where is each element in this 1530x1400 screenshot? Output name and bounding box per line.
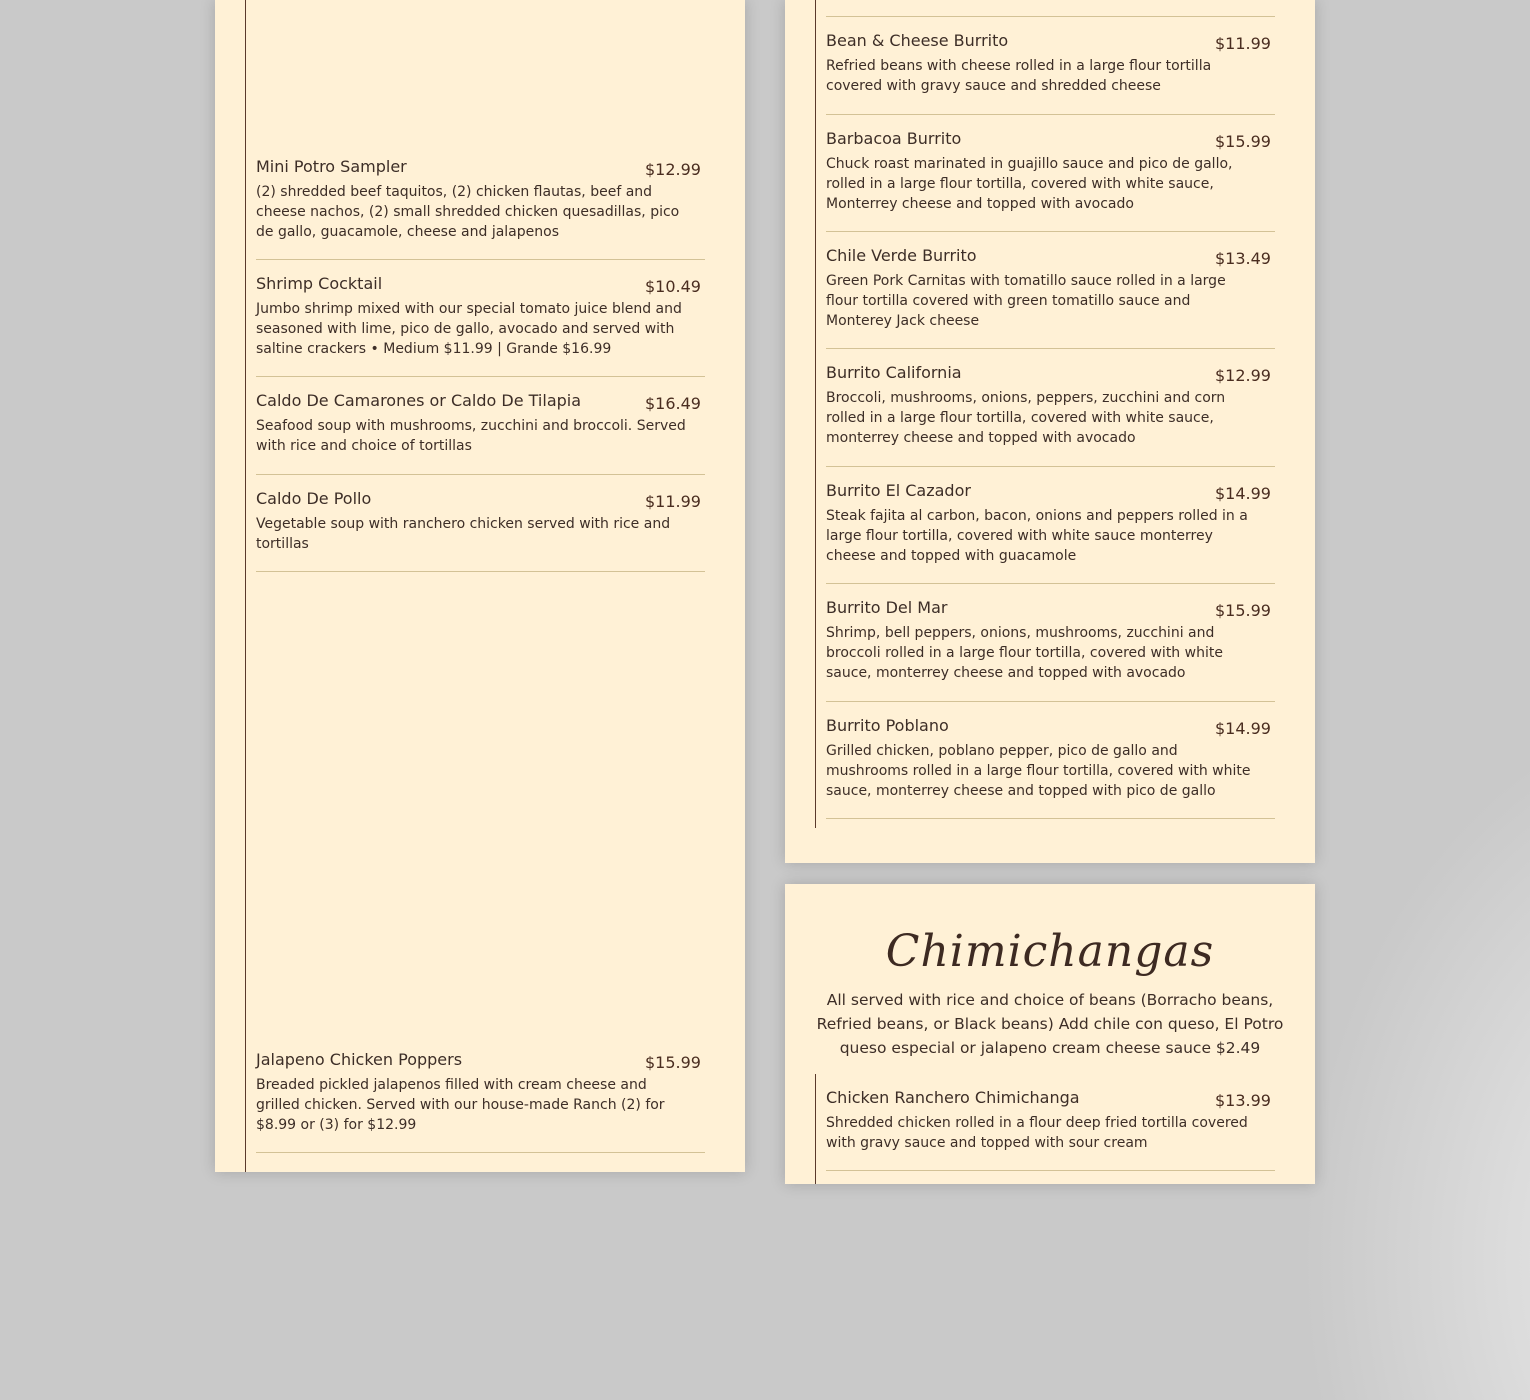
menu-item-name: Burrito California: [826, 363, 962, 382]
menu-item-price: $13.99: [1215, 1091, 1271, 1110]
menu-item-description: Refried beans with cheese rolled in a large flour tortilla covered with gravy sauce and shredded cheese: [826, 58, 1212, 94]
burritos-panel: [785, 0, 1315, 863]
item-divider: [256, 474, 705, 475]
item-divider: [826, 818, 1275, 819]
menu-item-name: Chicken Ranchero Chimichanga: [826, 1088, 1080, 1107]
menu-accent-line: [245, 0, 246, 1172]
menu-item-name: Burrito El Cazador: [826, 481, 971, 500]
menu-item-price: $10.49: [645, 277, 701, 296]
menu-item-description: Chuck roast marinated in guajillo sauce and pico de gallo, rolled in a large flour tortilla, covered with white sauce, Monterrey cheese and topped with avocado: [826, 156, 1233, 212]
menu-item-name: Burrito Poblano: [826, 716, 949, 735]
menu-item-price: $13.49: [1215, 249, 1271, 268]
menu-item-name: Mini Potro Sampler: [256, 157, 407, 176]
item-divider: [826, 583, 1275, 584]
item-divider: [256, 1152, 705, 1153]
menu-item-description: Jumbo shrimp mixed with our special tomato juice blend and seasoned with lime, pico de gallo, avocado and served with saltine crackers • Medium $11.99 | Grande $16.99: [256, 301, 682, 357]
menu-item-price: $12.99: [1215, 366, 1271, 385]
item-divider: [826, 348, 1275, 349]
menu-item-price: $11.99: [645, 492, 701, 511]
menu-item-description: Grilled chicken, poblano pepper, pico de gallo and mushrooms rolled in a large flour tortilla, covered with white sauce, monterrey cheese and topped with pico de gallo: [826, 743, 1251, 799]
item-divider: [826, 701, 1275, 702]
menu-item-description: Steak fajita al carbon, bacon, onions and peppers rolled in a large flour tortilla, covered with white sauce monterrey cheese and topped with guacamole: [826, 508, 1248, 564]
menu-accent-line: [815, 0, 816, 828]
menu-item-description: Green Pork Carnitas with tomatillo sauce rolled in a large flour tortilla covered with green tomatillo sauce and Monterey Jack cheese: [826, 273, 1226, 329]
menu-item-description: (2) shredded beef taquitos, (2) chicken flautas, beef and cheese nachos, (2) small shredded chicken quesadillas, pico de gallo, guacamole, cheese and jalapenos: [256, 184, 680, 240]
item-divider: [256, 259, 705, 260]
appetizers-panel: [215, 0, 745, 1172]
item-divider: [826, 114, 1275, 115]
menu-item-description: Shrimp, bell peppers, onions, mushrooms, zucchini and broccoli rolled in a large flour tortilla, covered with white sauce, monterrey cheese and topped with avocado: [826, 625, 1223, 681]
menu-item-name: Jalapeno Chicken Poppers: [256, 1050, 463, 1069]
menu-item-name: Caldo De Camarones or Caldo De Tilapia: [256, 391, 582, 410]
item-divider: [826, 1170, 1275, 1171]
menu-item-description: Vegetable soup with ranchero chicken served with rice and tortillas: [256, 516, 671, 552]
menu-item-price: $16.49: [645, 394, 701, 413]
item-divider: [826, 231, 1275, 232]
menu-item-price: $14.99: [1215, 484, 1271, 503]
menu-item-name: Shrimp Cocktail: [256, 274, 383, 293]
menu-item-price: $15.99: [1215, 601, 1271, 620]
menu-accent-line: [815, 1074, 816, 1184]
item-divider: [256, 571, 705, 572]
menu-item-description: Broccoli, mushrooms, onions, peppers, zucchini and corn rolled in a large flour tortilla, covered with white sauce, monterrey cheese and topped with avocado: [826, 390, 1226, 446]
item-divider: [826, 16, 1275, 17]
menu-item-price: $15.99: [1215, 132, 1271, 151]
item-divider: [256, 376, 705, 377]
menu-item-name: Chile Verde Burrito: [826, 246, 977, 265]
menu-item-description: Shredded chicken rolled in a flour deep fried tortilla covered with gravy sauce and topped with sour cream: [826, 1115, 1248, 1151]
menu-item-price: $12.99: [645, 160, 701, 179]
menu-item-name: Bean & Cheese Burrito: [826, 31, 1009, 50]
menu-item-price: $15.99: [645, 1053, 701, 1072]
section-title: Chimichangas: [885, 926, 1215, 977]
menu-item-price: $11.99: [1215, 34, 1271, 53]
section-subtitle: All served with rice and choice of beans (Borracho beans, Refried beans, or Black beans) Add chile con queso, El Potro queso especial or jalapeno cream cheese sauce $2.49: [816, 991, 1284, 1057]
menu-item-name: Burrito Del Mar: [826, 598, 948, 617]
chimichangas-panel: [785, 884, 1315, 1184]
menu-item-description: Breaded pickled jalapenos filled with cream cheese and grilled chicken. Served with our house-made Ranch (2) for $8.99 or (3) for $12.99: [256, 1077, 665, 1133]
menu-item-name: Caldo De Pollo: [256, 489, 372, 508]
background-glow: [1300, 700, 1530, 1400]
menu-item-price: $14.99: [1215, 719, 1271, 738]
menu-item-description: Seafood soup with mushrooms, zucchini and broccoli. Served with rice and choice of tortillas: [256, 418, 686, 454]
menu-item-name: Barbacoa Burrito: [826, 129, 962, 148]
item-divider: [826, 466, 1275, 467]
